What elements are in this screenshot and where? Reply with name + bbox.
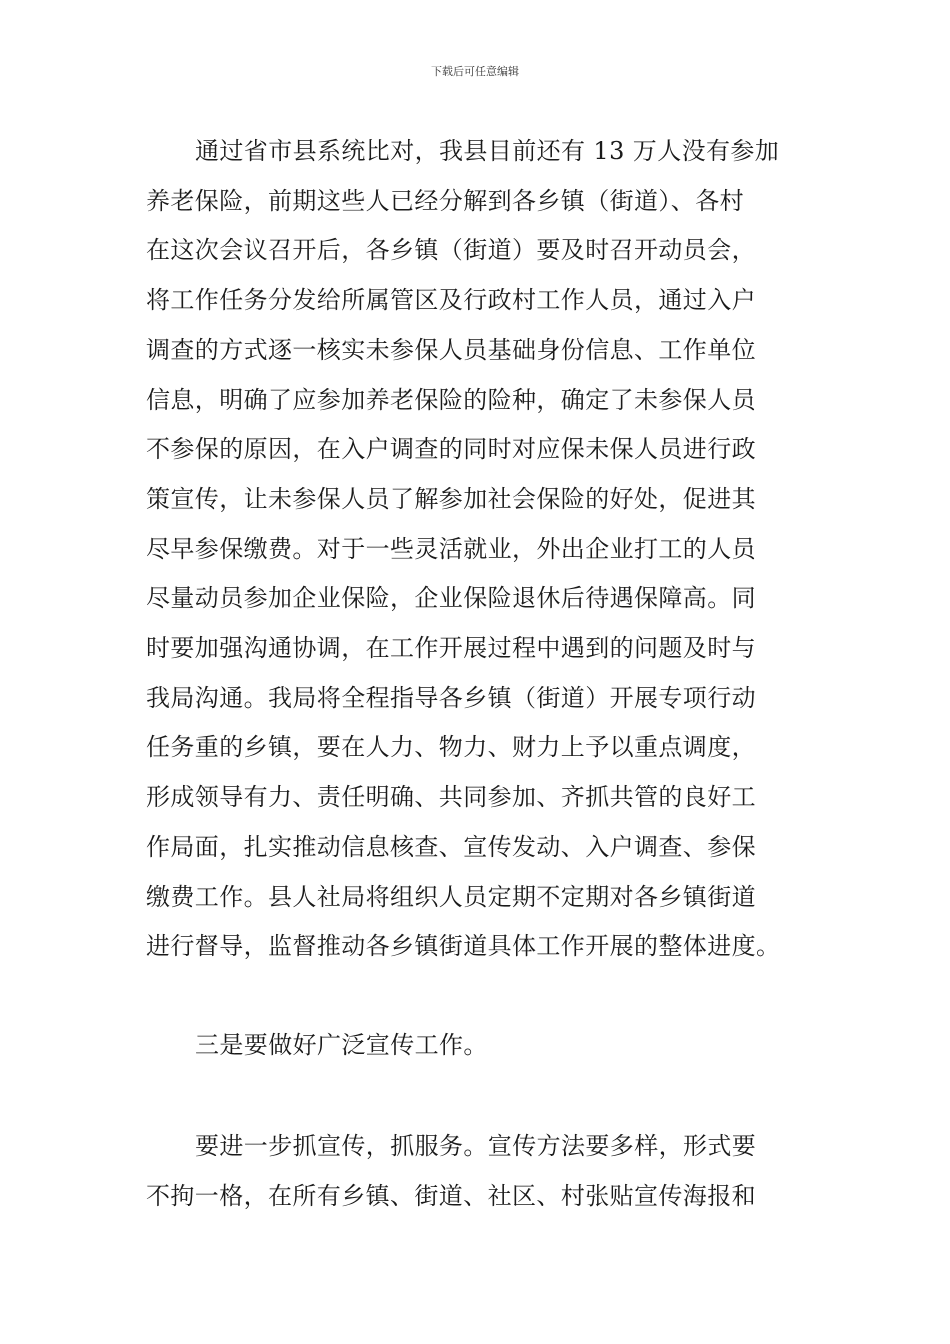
text-line: 在这次会议召开后，各乡镇（街道）要及时召开动员会， bbox=[146, 236, 756, 265]
text-line: 尽量动员参加企业保险，企业保险退休后待遇保障高。同 bbox=[146, 584, 756, 613]
text-line: 我局沟通。我局将全程指导各乡镇（街道）开展专项行动 bbox=[146, 683, 756, 712]
text-line: 缴费工作。县人社局将组织人员定期不定期对各乡镇街道 bbox=[146, 882, 756, 911]
text-line: 不拘一格，在所有乡镇、街道、社区、村张贴宣传海报和 bbox=[146, 1181, 756, 1210]
text-line: 形成领导有力、责任明确、共同参加、齐抓共管的良好工 bbox=[146, 783, 756, 812]
text-line: 要进一步抓宣传，抓服务。宣传方法要多样，形式要 bbox=[195, 1132, 757, 1160]
text-line: 尽早参保缴费。对于一些灵活就业，外出企业打工的人员 bbox=[146, 534, 756, 563]
body-paragraph bbox=[146, 127, 810, 972]
text-line: 信息，明确了应参加养老保险的险种，确定了未参保人员 bbox=[146, 385, 756, 414]
text-line: 进行督导，监督推动各乡镇街道具体工作开展的整体进度。 bbox=[146, 932, 781, 961]
body-paragraph bbox=[146, 1122, 810, 1221]
text-line: 时要加强沟通协调，在工作开展过程中遇到的问题及时与 bbox=[146, 634, 756, 663]
text-line: 通过省市县系统比对，我县目前还有 13 万人没有参加 bbox=[195, 137, 780, 165]
text-line: 养老保险，前期这些人已经分解到各乡镇（街道）、各村 bbox=[146, 186, 744, 215]
text-line: 三是要做好广泛宣传工作。 bbox=[195, 1031, 488, 1059]
text-line: 调查的方式逐一核实未参保人员基础身份信息、工作单位 bbox=[146, 335, 756, 364]
text-line: 策宣传，让未参保人员了解参加社会保险的好处，促进其 bbox=[146, 484, 756, 513]
text-line: 不参保的原因，在入户调查的同时对应保未保人员进行政 bbox=[146, 435, 756, 464]
text-line: 任务重的乡镇，要在人力、物力、财力上予以重点调度， bbox=[146, 733, 756, 762]
header-note: 下载后可任意编辑 bbox=[431, 65, 519, 78]
text-line: 作局面，扎实推动信息核查、宣传发动、入户调查、参保 bbox=[146, 832, 756, 861]
section-heading-paragraph bbox=[146, 1021, 810, 1071]
text-line: 将工作任务分发给所属管区及行政村工作人员，通过入户 bbox=[146, 286, 756, 315]
